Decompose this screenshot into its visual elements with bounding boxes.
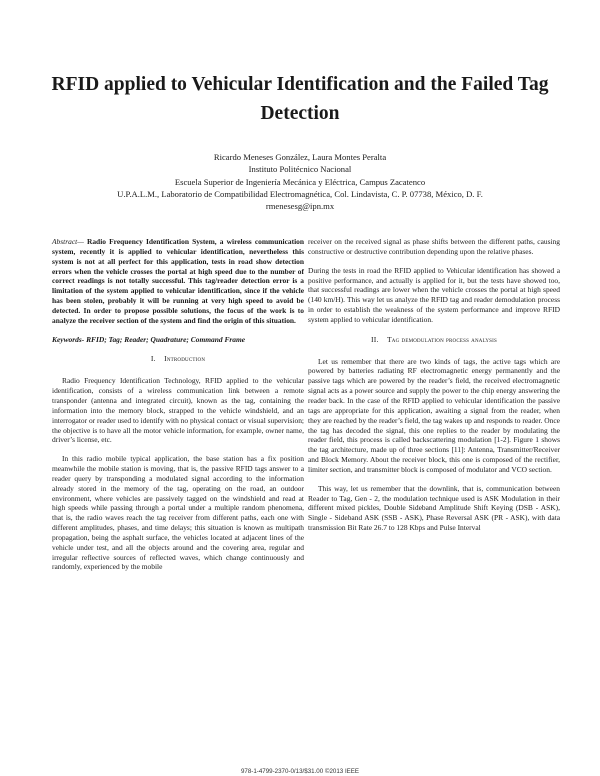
author-block — [60, 151, 540, 212]
abstract — [52, 237, 304, 326]
tag-paragraph-1: Let us remember that there are two kinds of tags, the active tags which are powered by batteries radiating RF electromagnetic energy permanently and the passive tags which are powered by the reader’s field, the received electromagnetic signal acts as a power source and supply the power to the chip energy answering the reader back. In the case of the RFID applied to vehicular identification the passive tags are appropriate for this application, awaiting a signal from the reader, when they are reached by the reader’s field, the tag wakes up and responds to reader. Once the tag has decoded the signal, this one replies to the reader by modulating the reader field, this process is called backscattering modulation [1-2]. Figure 1 shows the tag architecture, made up of three sections [11]: Antenna, Transmitter/Receiver and Block Memory. About the receiver block, this one is composed of the rectifier, limiter section, and transmitter block is composed of modulator and VCO section. — [308, 356, 560, 474]
abstract-text: Radio Frequency Identification System, a wireless communication system, recently it is applied to vehicular identification, nevertheless this system is not at all perfect for this application, tests in road show detection errors when the vehicle crosses the portal at high speed due to the number of correct readings is not totally successful. This tag/reader detection error is a limitation of the system applied to vehicular identification, since if the vehicle has been stolen, probably it will be running at very high speed to avoid be detected. In order to propose possible solutions, the focus of the work is to analyze the receiver section of the system and find the origin of this situation. — [52, 237, 305, 325]
section-number: II. — [370, 334, 379, 344]
intro-paragraph-1: Radio Frequency Identification Technology, RFID applied to the vehicular identification, consists of a wireless communication link between a remote transponder (antenna and integrated circuit), known as the tag, containing the information into the memory block, strapped to the vehicle windshield, and an interrogator or reader used to identify with no physical contact or visual supervision; the objective is to have all the motor vehicle information, for example, owner name, driver’s license, etc. — [52, 376, 304, 445]
author-email[interactable]: rmenesesg@ipn.mx — [265, 201, 335, 212]
keywords: Keywords- RFID; Tag; Reader; Quadrature; Command Frame — [52, 334, 246, 344]
tag-paragraph-2: This way, let us remember that the downlink, that is, communication between Reader to Tag, Gen - 2, the modulation technique used is ASK Modulation in their different mixed pickles, Double Sideband Amplitude Shift Keying (DSB - ASK), Single - Sideband ASK (SSB - ASK), Phase Reversal ASK (PR - ASK), with data transmission Bit Rate 26.7 to 128 Kbps and Pulse Interval — [308, 483, 560, 533]
paper-title: RFID applied to Vehicular Identification and the Failed Tag Detection — [51, 74, 549, 124]
section-heading-tag-demodulation — [308, 335, 560, 345]
section-heading-introduction — [52, 354, 304, 364]
author-school: Escuela Superior de Ingeniería Mecánica y Eléctrica, Campus Zacatenco — [174, 176, 426, 187]
right-paragraph-2: During the tests in road the RFID applied to Vehicular identification has showed a positive performance, and actually is applied for it, but the tests have showed too, that successful readings are lower when the vehicle crosses the portal at high speed (140 km/H). This way let us analyze the RFID tag and reader demodulation process in order to establish the weakness of the system performance and improve RFID system applied to vehicular identification. — [308, 265, 560, 324]
right-paragraph-1: receiver on the received signal as phase shifts between the different paths, causing constructive or destructive contribution depending upon the relative phases. — [308, 237, 560, 256]
abstract-label: Abstract— — [52, 237, 84, 246]
section-title: Tag demodulation process analysis — [386, 334, 498, 344]
author-names: Ricardo Meneses González, Laura Montes Peralta — [213, 152, 387, 162]
author-institution: Instituto Politécnico Nacional — [248, 164, 352, 175]
section-number: I. — [150, 354, 156, 364]
right-column — [308, 237, 560, 533]
intro-paragraph-2: In this radio mobile typical application, the base station has a fix position meanwhile the mobile station is moving, that is, the passive RFID tags answer to a reader query by transponding a modulated signal according to the information already stored in the memory of the tag, operating on the road, an outdoor environment, where vehicles are passively tagged on the windshield and read at high speeds while passing through a portal under a multiple random phenomena, that is, the radio waves reach the tag receiver from different paths, each one with different amplitudes, phases, and time delays; this situation is known as multipath propagation, being the asphalt surface, the vehicles located at adjacent lines of the vehicle under test, and all the objects around and the covering area, regular and irregular reflective sources of reflected waves, which change continuously and randomly, experienced by the mobile — [52, 454, 304, 572]
left-column — [52, 237, 304, 572]
author-lab: U.P.A.L.M., Laboratorio de Compatibilidad Electromagnética, Col. Lindavista, C. P. 07738, México, D. F. — [117, 188, 483, 199]
section-title: Introduction — [164, 354, 206, 364]
copyright-footer: 978-1-4799-2370-0/13/$31.00 ©2013 IEEE — [240, 768, 360, 775]
